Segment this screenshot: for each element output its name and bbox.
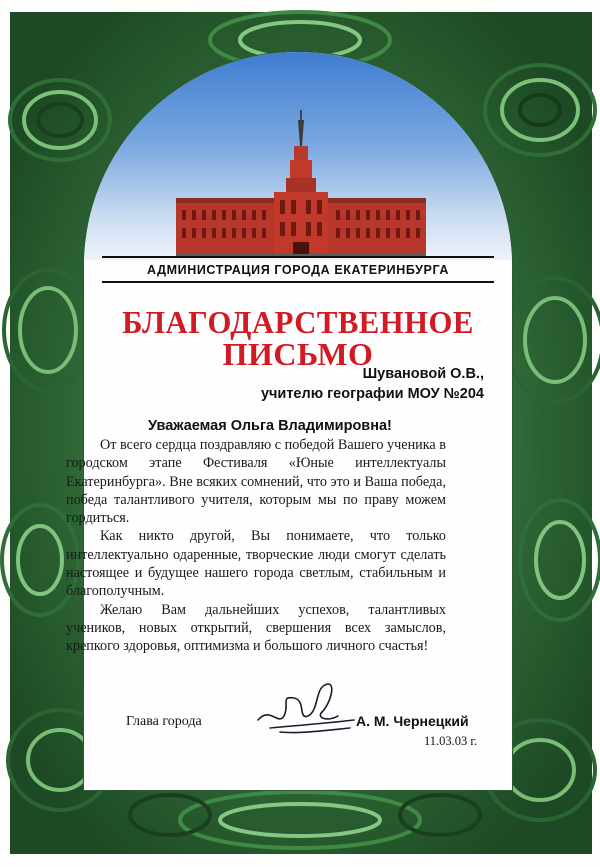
letter-paragraph: Желаю Вам дальнейших успехов, талантливых учеников, новых открытий, свершения всех замыслов, крепкого здоровья, оптимизма и большого личного счастья! bbox=[66, 601, 446, 655]
signatory-role: Глава города bbox=[126, 714, 202, 729]
letter-salutation: Уважаемая Ольга Владимировна! bbox=[148, 418, 392, 434]
letter-body bbox=[66, 436, 446, 656]
document-title-line2: ПИСЬМО bbox=[222, 336, 374, 372]
administration-header: АДМИНИСТРАЦИЯ ГОРОДА ЕКАТЕРИНБУРГА bbox=[102, 256, 494, 283]
letter-date: 11.03.03 г. bbox=[424, 734, 478, 748]
city-administration-building-image bbox=[176, 110, 426, 258]
signatory-name: А. М. Чернецкий bbox=[356, 713, 469, 729]
document-title-line1: БЛАГОДАРСТВЕННОЕ bbox=[122, 304, 474, 340]
letter-paragraph: От всего сердца поздравляю с победой Вашего ученика в городском этапе Фестиваля «Юные интеллектуалы Екатеринбурга». Вне всяких сомнений, что это и Ваша победа, победа талантливого учителя, которым мы по праву можем гордиться. bbox=[66, 437, 446, 527]
addressee-position: учителю географии МОУ №204 bbox=[260, 386, 484, 402]
handwritten-signature bbox=[250, 676, 362, 738]
addressee-name: Шувановой О.В., bbox=[362, 366, 484, 382]
letter-paragraph: Как никто другой, Вы понимаете, что только интеллектуально одаренные, творческие люди смогут сделать настоящее и будущее нашего города светлым, стабильным и благополучным. bbox=[66, 528, 446, 600]
